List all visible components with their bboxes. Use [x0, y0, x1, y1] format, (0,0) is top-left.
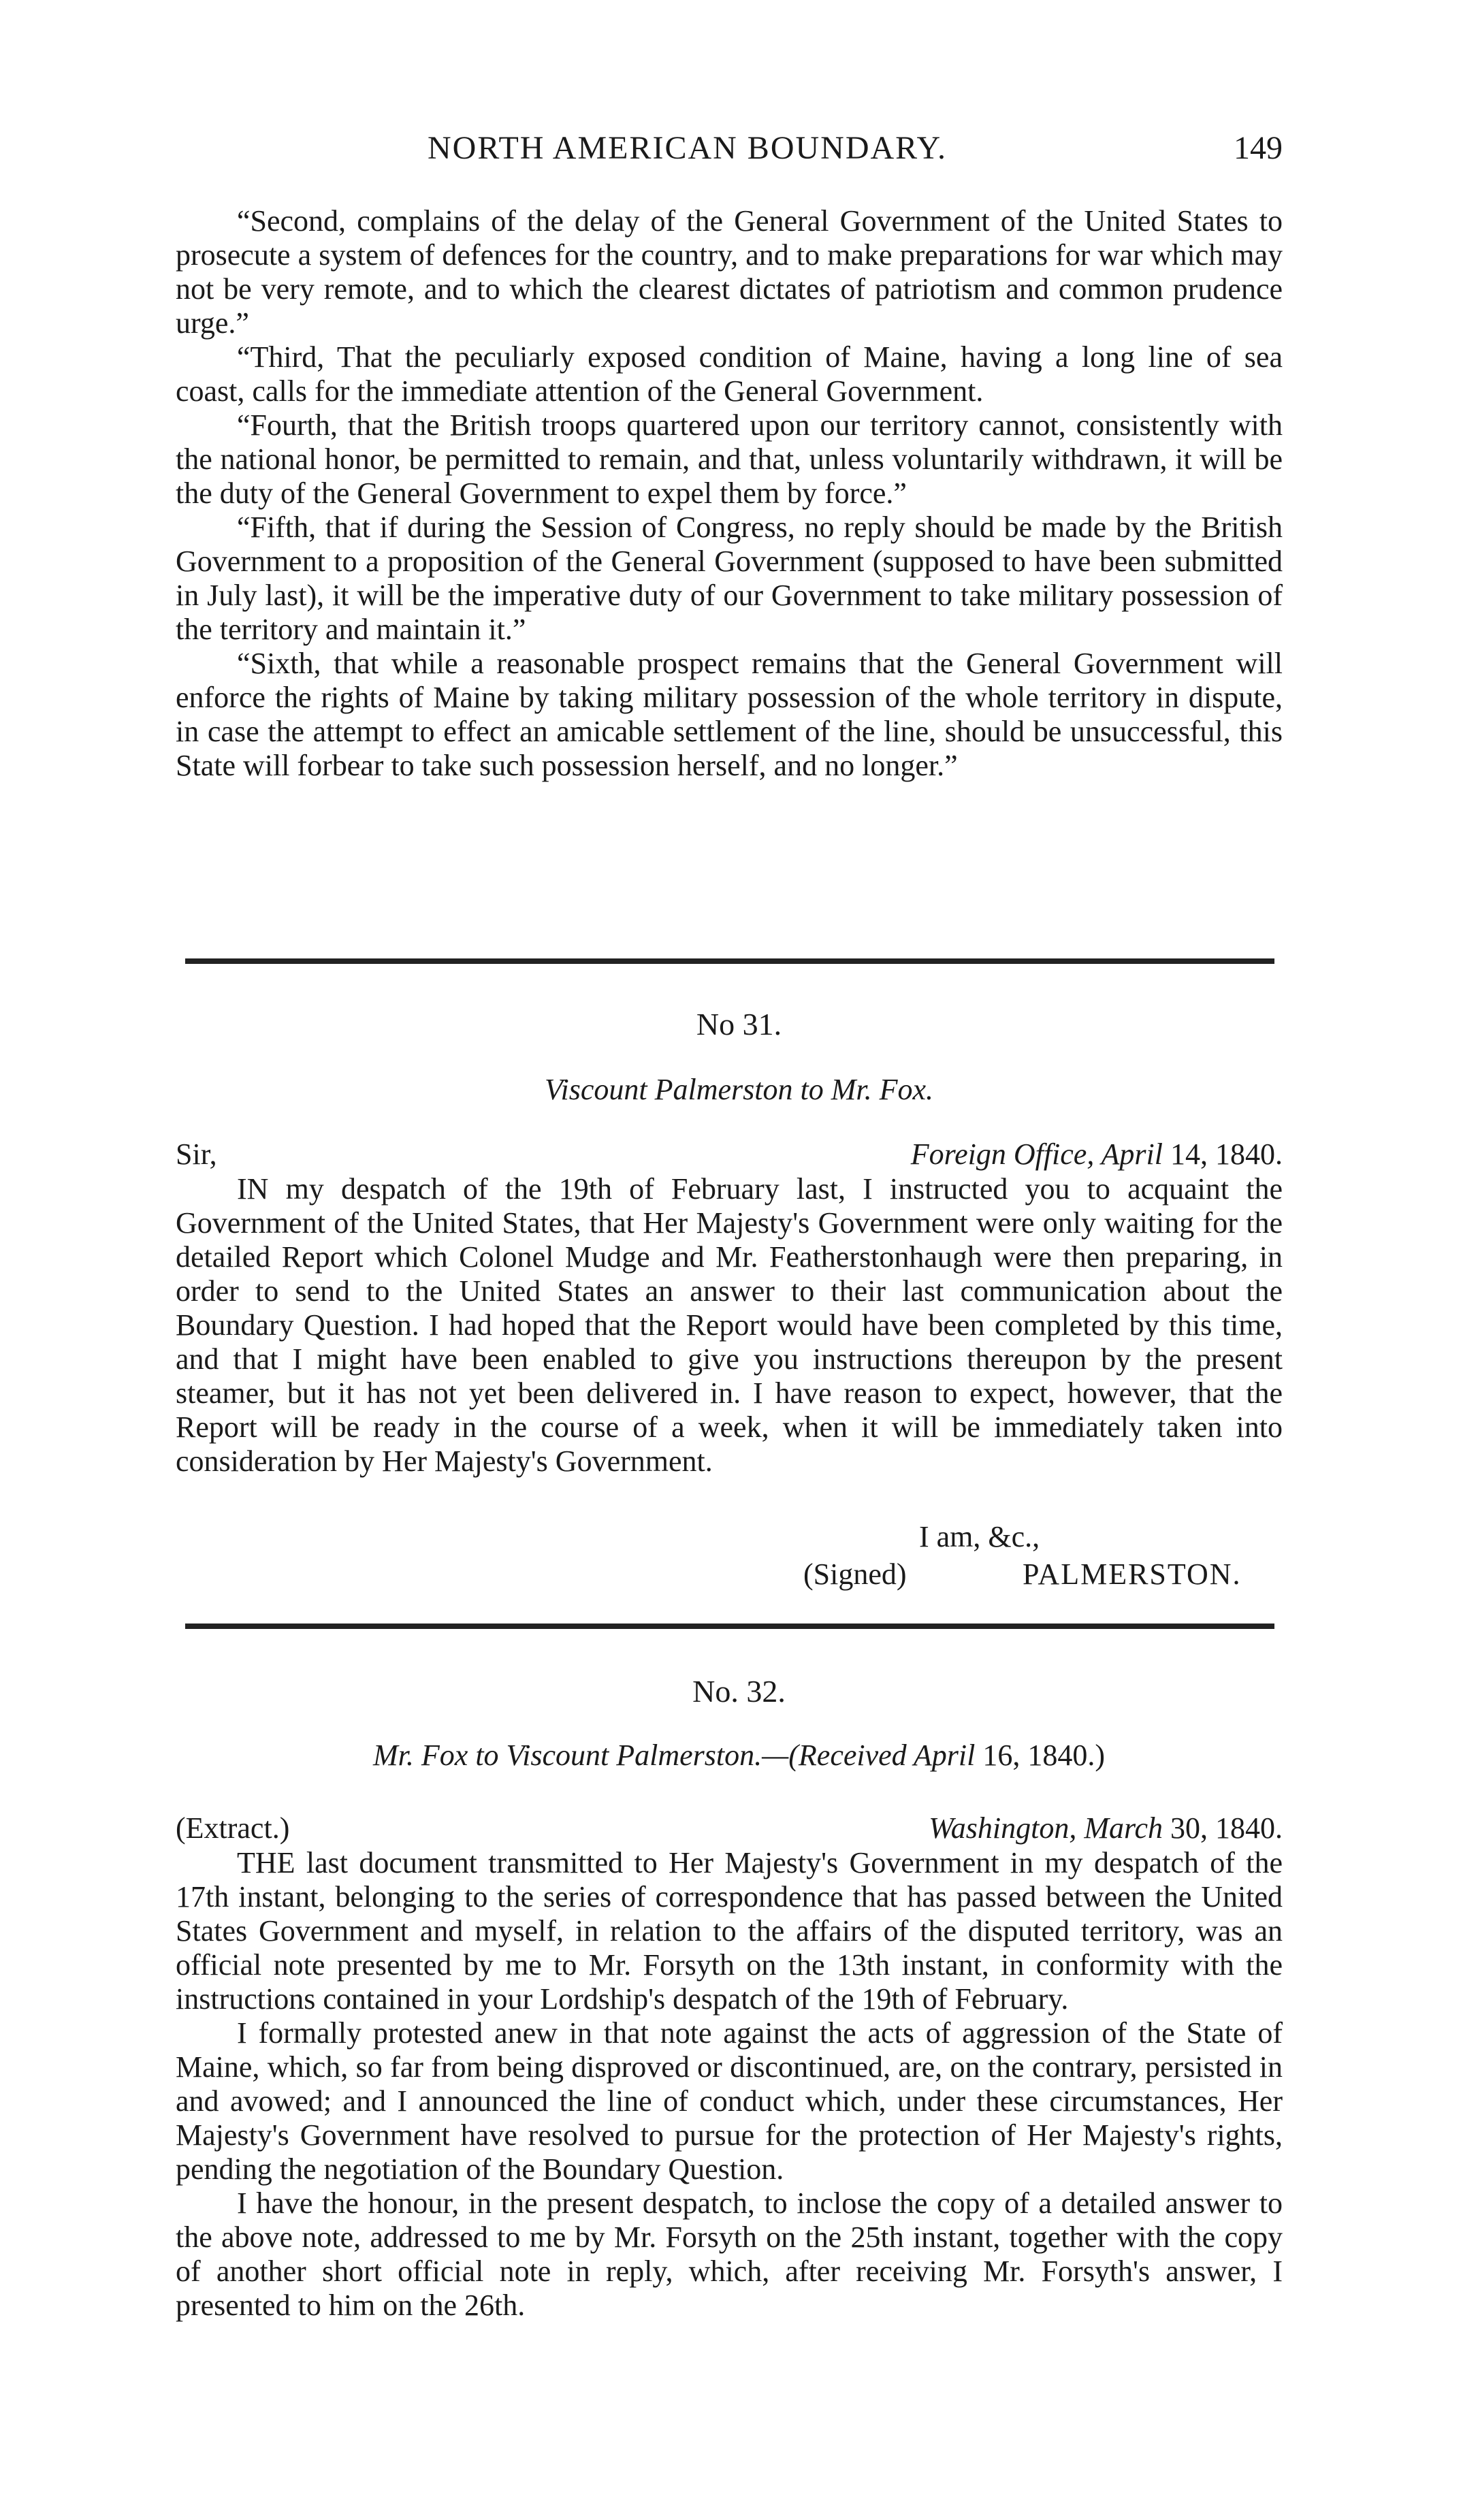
document-number: No 31. [696, 1007, 782, 1041]
page-header [176, 129, 1283, 184]
section-divider [185, 958, 1274, 964]
place-date [911, 1137, 1283, 1172]
letter-body [176, 1846, 1283, 2323]
resolutions-block [176, 204, 1283, 783]
section-divider [185, 1624, 1274, 1629]
dateline [176, 1137, 1283, 1171]
heading-text: Mr. Fox to Viscount Palmerston.—(Received April [373, 1739, 976, 1772]
body-paragraph: IN my despatch of the 19th of February last, I instructed you to acquaint the Government of the United States, that Her Majesty's Government were only waiting for the detailed Report which Colonel Mudge and Mr. Featherstonhaugh were then preparing, in order to send to the United States an answer to their last communication about the Boundary Question. I had hoped that the Report would have been completed by this time, and that I might have been enabled to give you instructions thereupon by the present steamer, but it has not yet been delivered in. I have reason to expect, however, that the Report will be ready in the course of a week, when it will be immediately taken into consideration by Her Majesty's Government. [176, 1172, 1283, 1478]
resolution-paragraph: “Fourth, that the British troops quartered upon our territory cannot, consistently with the national honor, be permitted to remain, and that, unless voluntarily withdrawn, it will be the duty of the General Government to expel them by force.” [176, 408, 1283, 510]
place-date [929, 1811, 1283, 1845]
place: Washington, March [929, 1811, 1163, 1845]
body-paragraph: I have the honour, in the present despatch, to inclose the copy of a detailed answer to the above note, addressed to me by Mr. Forsyth on the 25th instant, together with the copy of another short official note in reply, which, after receiving Mr. Forsyth's answer, I presented to him on the 26th. [176, 2186, 1283, 2322]
date: 14, 1840. [1170, 1137, 1283, 1171]
resolution-paragraph: “Second, complains of the delay of the General Government of the United States to prosecute a system of defences for the country, and to make preparations for war which may not be very remote, and to which the clearest dictates of patriotism and common prudence urge.” [176, 204, 1283, 340]
body-paragraph: THE last document transmitted to Her Majesty's Government in my despatch of the 17th instant, belonging to the series of correspondence that has passed between the United States Government and myself, in relation to the affairs of the disputed territory, was an official note presented by me to Mr. Forsyth on the 13th instant, in conformity with the instructions contained in your Lordship's despatch of the 19th of February. [176, 1846, 1283, 2016]
salutation: Sir, [176, 1137, 217, 1171]
body-paragraph: I formally protested anew in that note against the acts of aggression of the State of Maine, which, so far from being disproved or discontinued, are, on the contrary, persisted in and avowed; and I announced the line of conduct which, under these circumstances, Her Majesty's Government have resolved to pursue for the protection of Her Majesty's rights, pending the negotiation of the Boundary Question. [176, 2016, 1283, 2186]
document-number: No. 32. [692, 1674, 786, 1709]
letter-body [176, 1172, 1283, 1479]
document-heading: Viscount Palmerston to Mr. Fox. [544, 1073, 934, 1106]
place: Foreign Office, April [910, 1137, 1163, 1171]
signature: PALMERSTON. [1023, 1557, 1242, 1591]
resolution-paragraph: “Third, That the peculiarly exposed condition of Maine, having a long line of sea coast, calls for the immediate attention of the General Government. [176, 340, 1283, 408]
page-number: 149 [1234, 130, 1283, 166]
document-heading [0, 1738, 1478, 1773]
extract-label: (Extract.) [176, 1811, 290, 1845]
dateline [176, 1811, 1283, 1845]
running-title: NORTH AMERICAN BOUNDARY. [428, 130, 947, 166]
signed-label: (Signed) [803, 1557, 907, 1591]
heading-date: 16, 1840.) [982, 1739, 1105, 1772]
closing: I am, &c., [919, 1520, 1040, 1553]
resolution-paragraph: “Fifth, that if during the Session of Congress, no reply should be made by the British Government to a proposition of the General Government (supposed to have been submitted in July last), it will be the imperative duty of our Government to take military possession of the territory and maintain it.” [176, 511, 1283, 646]
date: 30, 1840. [1170, 1811, 1283, 1845]
resolution-paragraph: “Sixth, that while a reasonable prospect remains that the General Government will enforce the rights of Maine by taking military possession of the whole territory in dispute, in case the attempt to effect an amicable settlement of the line, should be unsuccessful, this State will forbear to take such possession herself, and no longer.” [176, 647, 1283, 782]
